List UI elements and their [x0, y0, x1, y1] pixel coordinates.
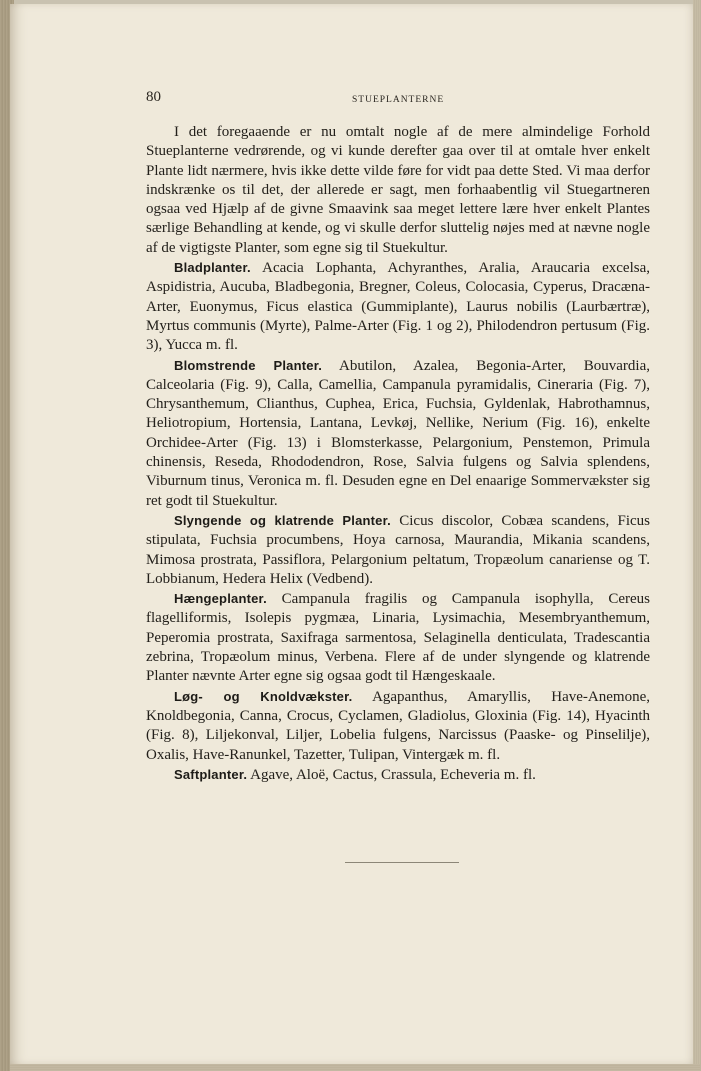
page-edge-bottom [10, 1064, 700, 1071]
page-edge-right [693, 0, 701, 1071]
section-text: Cicus discolor, Cobæa scandens, Ficus stipulata, Fuchsia procumbens, Hoya carnosa, Maurandia, Mikania scandens, Mimosa prostrata, Passiflora, Pelargonium peltatum, Tropæolum canariense og T. Lobbianum, Hedera Helix (Vedbend). [146, 512, 651, 587]
page-number: 80 [146, 89, 161, 105]
body-text [146, 123, 650, 785]
section-loeg-knoldvaekster [146, 687, 650, 765]
section-heading: Løg- og Knoldvækster. [174, 688, 353, 704]
section-text: Agapanthus, Amaryllis, Have-Anemone, Knoldbegonia, Canna, Crocus, Cyclamen, Gladiolus, Gloxinia (Fig. 14), Hyacinth (Fig. 8), Liljekonval, Liljer, Lobelia fulgens, Narcissus (Paaske- og Pinselilje), Oxalis, Have-Ranunkel, Tazetter, Tulipan, Vintergæk m. fl. [146, 688, 650, 763]
section-slyngende-planter [146, 511, 650, 589]
section-text: Acacia Lophanta, Achyranthes, Aralia, Araucaria excelsa, Aspidistria, Aucuba, Bladbegonia, Bregner, Coleus, Colocasia, Cyperus, Dracæna-Arter, Euonymus, Ficus elastica (Gummiplante), Laurus nobilis (Laurbærtræ), Myrtus communis (Myrte), Palme-Arter (Fig. 1 og 2), Philodendron pertusum (Fig. 3), Yucca m. fl. [146, 260, 650, 354]
section-heading: Slyngende og klatrende Planter. [174, 512, 391, 528]
section-text: Campanula fragilis og Campanula isophylla, Cereus flagelliformis, Isolepis pygmæa, Linaria, Lysimachia, Mesembryanthemum, Peperomia prostrata, Saxifraga sarmentosa, Selaginella denticulata, Tradescantia zebrina, Tropæolum minus, Verbena. Flere af de under slyngende og klatrende Planter nævnte Arter egne sig ogsaa godt til Hængeskaale. [146, 591, 651, 685]
section-blomstrende-planter [146, 356, 650, 511]
section-heading: Bladplanter. [174, 260, 251, 276]
section-heading: Hængeplanter. [174, 591, 267, 607]
section-bladplanter [146, 258, 650, 355]
intro-paragraph: I det foregaaende er nu omtalt nogle af de mere almindelige Forhold Stueplanterne vedrørende, og vi kunde derefter gaa over til at omtale hver enkelt Plante lidt nærmere, hvis ikke dette vilde føre for vidt paa dette Sted. Vi maa derfor indskrænke os til det, der allerede er sagt, men forhaabentlig vil Stuegartneren ogsaa ved Hjælp af de givne Smaavink saa meget lettere lære hver enkelt Plantes særlige Behandling at kende, og vi skulle derfor sluttelig nøjes med at nævne nogle af de vigtigste Planter, som egne sig til Stuekultur. [146, 124, 650, 256]
section-text: Agave, Aloë, Cactus, Crassula, Echeveria m. fl. [250, 766, 536, 783]
section-heading: Blomstrende Planter. [174, 357, 323, 373]
section-haengeplanter [146, 589, 650, 686]
section-saftplanter [146, 765, 650, 785]
running-head: STUEPLANTERNE [352, 95, 445, 105]
section-text: Abutilon, Azalea, Begonia-Arter, Bouvardia, Calceolaria (Fig. 9), Calla, Camellia, Campanula pyramidalis, Cineraria (Fig. 7), Chrysanthemum, Clianthus, Cuphea, Erica, Fuchsia, Gyldenlak, Habrothamnus, Heliotropium, Hortensia, Lantana, Levkøj, Nellike, Nerium (Fig. 16), enkelte Orchidee-Arter (Fig. 13) i Blomsterkasse, Pelargonium, Penstemon, Primula chinensis, Reseda, Rhododendron, Rose, Salvia fulgens og Salvia splendens, Viburnum tinus, Veronica m. fl. Desuden egne en Del enaarige Sommervækster sig ret godt til Stuekultur. [146, 357, 650, 509]
end-rule-divider [345, 862, 459, 863]
section-heading: Saftplanter. [174, 766, 248, 782]
